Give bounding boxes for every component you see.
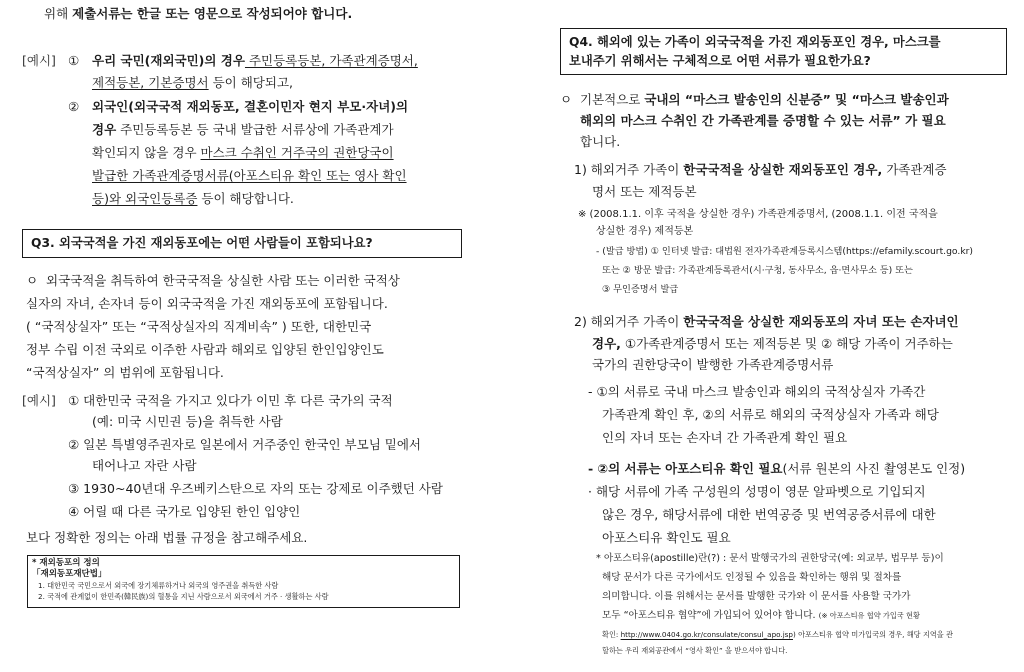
- example-2-text5u: 등)와 외국인등록증: [92, 191, 198, 206]
- s1-line1: [574, 162, 947, 178]
- ex2-item1b: (예: 미국 시민권 등)을 취득한 사람: [92, 414, 283, 429]
- example-2-line2: [92, 122, 394, 138]
- q4-box: [560, 28, 1007, 75]
- ex2-item3: ③ 1930~40년대 우즈베키스탄으로 자의 또는 강제로 이주했던 사람: [68, 481, 443, 496]
- p4-line1: [580, 92, 949, 108]
- apostille-line1: * 아포스티유(apostille)란(?) : 문서 발행국가의 권한당국(예: 외교부, 법무부 등)이: [596, 553, 944, 564]
- d2-line3: 않은 경우, 해당서류에 대한 번역공증 및 번역공증서류에 대한: [602, 507, 936, 522]
- example-1-number: ①: [68, 53, 80, 68]
- apostille-line2: 해당 문서가 다른 국가에서도 인정될 수 있음을 확인하는 행위 및 절차를: [602, 572, 902, 583]
- ex2-item2b: 태어나고 자란 사람: [92, 458, 197, 473]
- example-2-bold: 경우: [92, 122, 117, 137]
- example-1-line1: [92, 53, 418, 69]
- ex2-item4: ④ 어릴 때 다른 국가로 입양된 한인 입양인: [68, 504, 301, 519]
- q4-heading-line2: 보내주기 위해서는 구체적으로 어떤 서류가 필요한가요?: [569, 54, 871, 68]
- p3-bullet: ㅇ: [26, 273, 39, 288]
- note1-line1: ※ (2008.1.1. 이후 국적을 상실한 경우) 가족관계증명서, (2008.1.1. 이전 국적을: [578, 209, 938, 220]
- example-2-line5: [92, 191, 294, 207]
- s1-a: 1) 해외거주 가족이: [574, 162, 684, 177]
- apostille-line6: 할하는 우리 재외공관에서 “영사 확인” 을 받으셔야 합니다.: [602, 646, 788, 655]
- definition-title: * 재외동포의 정의: [32, 558, 100, 568]
- example-1-tail: 등이 해당되고,: [208, 75, 293, 90]
- d2-line2: · 해당 서류에 가족 구성원의 성명이 영문 알파벳으로 기입되지: [588, 484, 926, 499]
- p4-bullet: ㅇ: [560, 92, 573, 107]
- q3-heading: Q3. 외국국적을 가진 재외동포에는 어떤 사람들이 포함되나요?: [31, 236, 373, 250]
- apostille-link[interactable]: http://www.0404.go.kr/consulate/consul_apo.jsp: [620, 630, 793, 639]
- intro-line: [44, 6, 352, 22]
- apostille-line4: [602, 609, 920, 622]
- example-tag-2: [예시]: [22, 393, 56, 408]
- d1-line2: 가족관계 확인 후, ②의 서류로 해외의 국적상실자 가족과 해당: [602, 407, 939, 422]
- example-2-text3u: 마스크 수취인 거주국의 권한당국이: [200, 145, 394, 160]
- definition-item1: 1. 대한민국 국민으로서 외국에 장기체류하거나 외국의 영주권을 취득한 사람: [38, 581, 279, 590]
- apostille-line4-a: 모두 “아포스티유 협약”에 가입되어 있어야 합니다.: [602, 610, 819, 621]
- ex2-item2a: ② 일본 특별영주권자로 일본에서 거주중인 한국인 부모님 밑에서: [68, 437, 421, 452]
- p4-line3: 합니다.: [580, 134, 621, 149]
- note1-line2: 상실한 경우) 제적등본: [596, 226, 694, 237]
- p3-line5: “국적상실자” 의 범위에 포함됩니다.: [26, 365, 224, 380]
- s2-c: 경우,: [592, 336, 621, 351]
- note1-line5: ③ 무인증명서 발급: [602, 284, 679, 295]
- apostille-line3: 의미합니다. 이를 위해서는 문서를 발행한 국가와 이 문서를 사용할 국가가: [602, 591, 911, 602]
- s2-b: 한국국적을 상실한 재외동포의 자녀 또는 손자녀인: [683, 314, 959, 329]
- example-tag-1: [예시]: [22, 53, 56, 68]
- example-2-line4: 발급한 가족관계증명서류(아포스티유 확인 또는 영사 확인: [92, 168, 407, 183]
- d2-a: - ②의 서류는 아포스티유 확인 필요: [588, 461, 783, 476]
- s2-d: ①가족관계증명서 또는 제적등본 및 ② 해당 가족이 거주하는: [620, 336, 953, 351]
- s2-line2: [592, 336, 953, 352]
- q4-heading-line1: Q4. 해외에 있는 가족이 외국국적을 가진 재외동포인 경우, 마스크를: [569, 35, 941, 49]
- example-2-text: 주민등록등본 등 국내 발급한 서류상에 가족관계가: [116, 122, 394, 137]
- example-2-line1: 외국인(외국국적 재외동포, 결혼이민자 현지 부모·자녀)의: [92, 99, 409, 114]
- p3-line4: 정부 수립 이전 국외로 이주한 사람과 해외로 입양된 한인입양인도: [26, 342, 384, 357]
- p4-line1-a: 기본적으로: [580, 92, 645, 107]
- example-2-text3a: 확인되지 않을 경우: [92, 145, 201, 160]
- d2-line4: 아포스티유 확인도 필요: [602, 530, 731, 545]
- example-2-line3: [92, 145, 394, 161]
- s2-a: 2) 해외거주 가족이: [574, 314, 684, 329]
- apostille-line5: [602, 629, 953, 640]
- s1-b: 한국국적을 상실한 재외동포인 경우,: [683, 162, 883, 177]
- ex2-item1a: ① 대한민국 국적을 가지고 있다가 이민 후 다른 국가의 국적: [68, 393, 393, 408]
- definition-item2: 2. 국적에 관계없이 한민족(韓民族)의 혈통을 지닌 사람으로서 외국에서 거주 · 생활하는 사람: [38, 592, 329, 601]
- example-1-docs2: 제적등본, 기본증명서: [92, 75, 209, 90]
- apostille-line4-b: (※ 아포스티유 협약 가입국 현황: [818, 611, 920, 620]
- note1-line3: - (발급 방법) ① 인터넷 발급: 대법원 전자가족관계등록시스템(https://efamily.scourt.go.kr): [596, 246, 973, 257]
- apostille-line5-a: 확인:: [602, 630, 621, 639]
- d1-line1: - ①의 서류로 국내 마스크 발송인과 해외의 국적상실자 가족간: [588, 384, 926, 399]
- d2-line1: [588, 461, 965, 477]
- s2-line1: [574, 314, 959, 330]
- q3-box: [22, 229, 462, 258]
- p4-line1-b: 국내의 “마스크 발송인의 신분증” 및 “마스크 발송인과: [644, 92, 949, 107]
- example-1-bold: 우리 국민(재외국민)의 경우: [92, 53, 245, 68]
- definition-box: [27, 555, 460, 608]
- example-2-text5b: 등이 해당합니다.: [197, 191, 294, 206]
- p3-line3: ( “국적상실자” 또는 “국적상실자의 직계비속” ) 또한, 대한민국: [26, 319, 372, 334]
- more-info-line: 보다 정확한 정의는 아래 법률 규정을 참고해주세요.: [26, 530, 308, 545]
- s1-line2: 명서 또는 제적등본: [592, 184, 697, 199]
- intro-bold: 제출서류는 한글 또는 영문으로 작성되어야 합니다.: [72, 6, 353, 21]
- example-2-number: ②: [68, 99, 80, 114]
- s2-line3: 국가의 권한당국이 발행한 가족관계증명서류: [592, 357, 834, 372]
- s1-c: 가족관계증: [882, 162, 947, 177]
- example-1-docs: 주민등록등본, 가족관계증명서,: [244, 53, 418, 68]
- note1-line4: 또는 ② 방문 발급: 가족관계등록관서(시·구청, 동사무소, 읍·면사무소 등) 또는: [602, 265, 913, 276]
- definition-law: 「재외동포재단법」: [32, 569, 107, 579]
- p3-line1: 외국국적을 취득하여 한국국적을 상실한 사람 또는 이러한 국적상: [46, 273, 400, 288]
- p3-line2: 실자의 자녀, 손자녀 등이 외국국적을 가진 재외동포에 포함됩니다.: [26, 296, 388, 311]
- d2-b: (서류 원본의 사진 촬영본도 인정): [782, 461, 966, 476]
- apostille-line5-b: ) 아포스티유 협약 미가입국의 경우, 해당 지역을 관: [793, 630, 953, 639]
- example-1-line2: [92, 75, 293, 91]
- d1-line3: 인의 자녀 또는 손자녀 간 가족관계 확인 필요: [602, 430, 848, 445]
- p4-line2: 해외의 마스크 수취인 간 가족관계를 증명할 수 있는 서류” 가 필요: [580, 113, 946, 128]
- intro-prefix: 위해: [44, 6, 73, 21]
